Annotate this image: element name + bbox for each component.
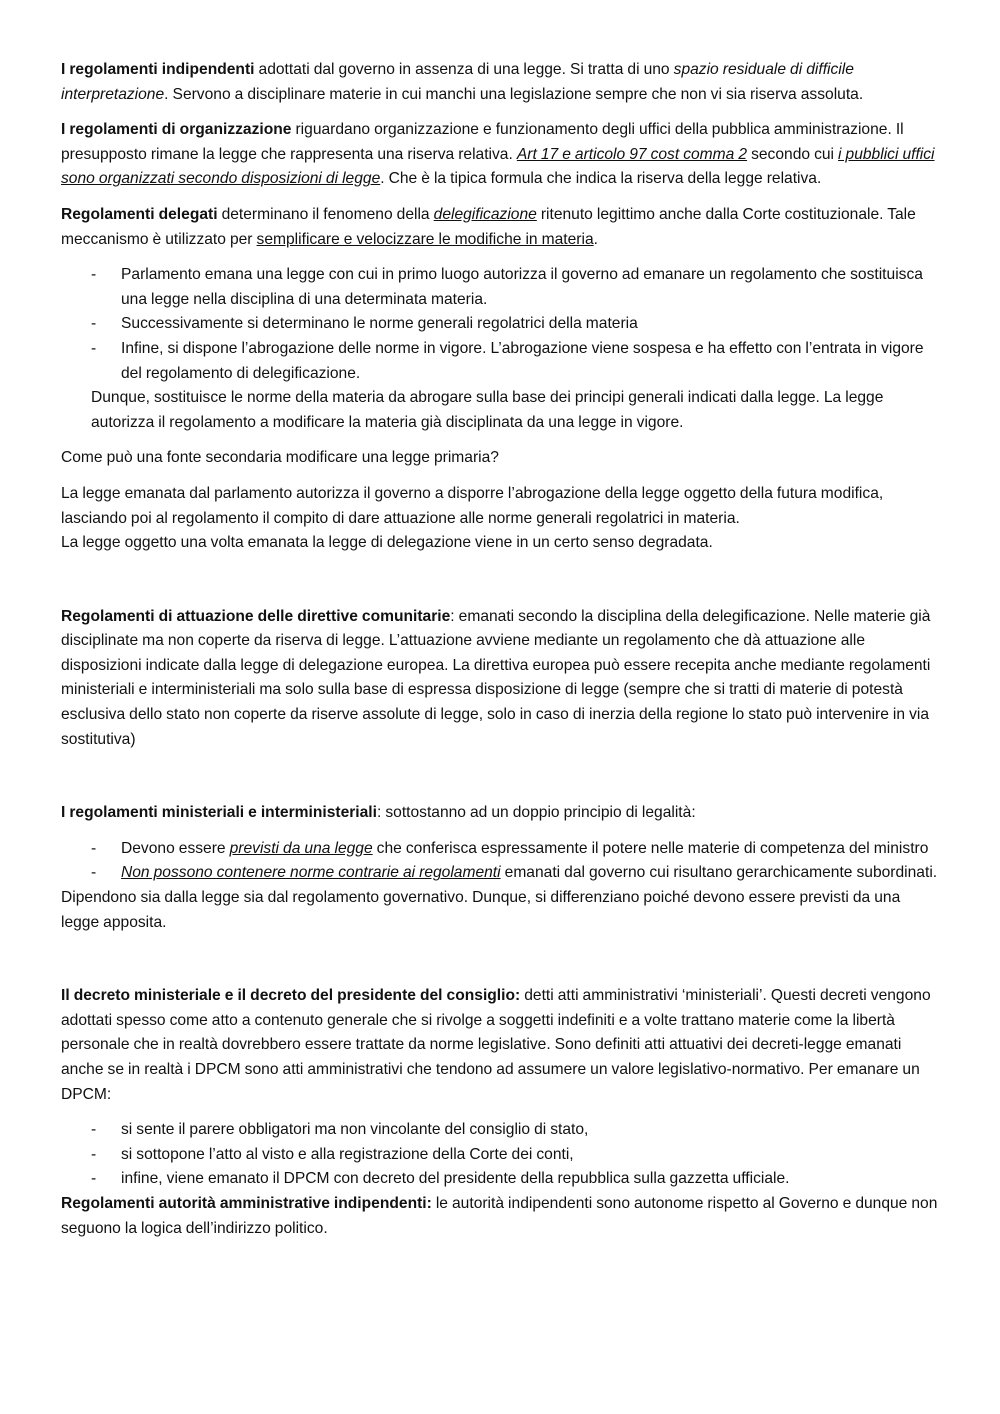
list-follow-up-paragraph: Dunque, sostituisce le norme della materia da abrogare sulla base dei principi generali indicati dalla legge. La legge autorizza il regolamento a modificare la materia già disciplinata da una legge in vigore. [91,389,884,431]
paragraph-decreto-ministeriale [61,984,940,1107]
underlined-italic-text: i pubblici uffici sono organizzati secondo disposizioni di legge [61,145,935,188]
heading-autorita-indipendenti: Regolamenti autorità amministrative indipendenti: [61,1194,432,1212]
legalita-list [61,837,940,886]
underlined-italic-text: previsti da una legge [229,839,373,857]
heading-regolamenti-organizzazione: I regolamenti di organizzazione [61,121,292,139]
list-item: - si sottopone l’atto al visto e alla registrazione della Corte dei conti, [61,1143,940,1168]
heading-regolamenti-indipendenti: I regolamenti indipendenti [61,61,255,78]
text: determinano il fenomeno della [217,205,434,223]
text: . [593,230,598,248]
heading-decreto-ministeriale: Il decreto ministeriale e il decreto del presidente del consiglio: [61,987,521,1005]
answer-paragraph [61,482,940,556]
heading-regolamenti-delegati: Regolamenti delegati [61,205,218,223]
text: detti atti amministrativi ‘ministeriali’. Questi decreti vengono adottati spesso come atto a contenuto generale che si rivolge a soggetti indefiniti e a volte trattano materie come la libertà personale che in realtà dovrebbero essere trattate da norme legislative. Sono definiti atti attuativi dei decreti-legge emanati anche se in realtà i DPCM sono atti amministrativi che tendono ad assumere un valore legislativo-normativo. Per emanare un DPCM: [61,987,931,1103]
list-item: - si sente il parere obbligatori ma non vincolante del consiglio di stato, [61,1118,940,1143]
paragraph-dipendono: Dipendono sia dalla legge sia dal regolamento governativo. Dunque, si differenziano poiché devono essere previsti da una legge apposita. [61,889,901,931]
italic-text: spazio residuale di difficile interpretazione [61,61,854,103]
paragraph-regolamenti-ministeriali [61,801,940,826]
list-item: - infine, viene emanato il DPCM con decreto del presidente della repubblica sulla gazzetta ufficiale. [61,1167,940,1192]
paragraph-regolamenti-indipendenti [61,58,940,107]
paragraph-regolamenti-organizzazione [61,118,940,192]
text: che conferisca espressamente il potere nelle materie di competenza del ministro [372,839,929,857]
heading-regolamenti-ministeriali: I regolamenti ministeriali e interministeriali [61,804,377,822]
text: La legge emanata dal parlamento autorizza il governo a disporre l’abrogazione della legge oggetto della futura modifica, lasciando poi al regolamento il compito di dare attuazione alle norme generali regolatrici in materia. [61,484,884,527]
list-item: - Successivamente si determinano le norme generali regolatrici della materia [61,312,940,337]
text: adottati dal governo in assenza di una legge. Si tratta di uno [254,61,674,78]
text: le autorità indipendenti sono autonome rispetto al Governo e dunque non seguono la logica dell’indirizzo politico. [61,1194,938,1237]
text: ritenuto legittimo anche dalla Corte costituzionale. Tale meccanismo è utilizzato per [61,205,916,248]
text: La legge oggetto una volta emanata la legge di delegazione viene in un certo senso degradata. [61,534,713,552]
delegificazione-steps-list [61,263,940,386]
text: secondo cui [747,145,839,163]
underlined-italic-text: Non possono contenere norme contrarie ai regolamenti [121,864,501,882]
text: . Servono a disciplinare materie in cui manchi una legislazione sempre che non vi sia riserva assoluta. [164,85,864,103]
underlined-italic-text: Art 17 e articolo 97 cost comma 2 [516,145,748,163]
underlined-text: semplificare e velocizzare le modifiche in materia [256,230,594,248]
text: : emanati secondo la disciplina della delegificazione. Nelle materie già disciplinate ma non coperte da riserva di legge. L’attuazione avviene mediante un regolamento che dà attuazione alle disposizioni indicate dalla legge di delegazione europea. La direttiva europea può essere recepita anche mediante regolamenti ministeriali e interministeriali ma solo sulla base di espressa disposizione di legge (sempre che si tratti di materie di potestà esclusiva dello stato non coperte da riserve assolute di legge, solo in caso di inerzia della regione lo stato può intervenire in via sostitutiva) [61,607,931,748]
question-paragraph: Come può una fonte secondaria modificare una legge primaria? [61,449,499,467]
text: riguardano organizzazione e funzionamento degli uffici della pubblica amministrazione. Il presupposto rimane la legge che rappresenta una riserva relativa. [61,121,904,163]
paragraph-regolamenti-delegati [61,203,940,252]
list-item: - Infine, si dispone l’abrogazione delle norme in vigore. L’abrogazione viene sospesa e ha effetto con l’entrata in vigore del regolamento di delegificazione. [61,337,940,386]
text: emanati dal governo cui risultano gerarchicamente subordinati. [500,864,938,882]
text: Devono essere [121,839,230,857]
list-item [61,861,940,886]
list-item: - Parlamento emana una legge con cui in primo luogo autorizza il governo ad emanare un regolamento che sostituisca una legge nella disciplina di una determinata materia. [61,263,940,312]
underlined-italic-text: delegificazione [433,205,537,223]
heading-direttive-comunitarie: Regolamenti di attuazione delle direttive comunitarie [61,607,451,625]
text: . Che è la tipica formula che indica la riserva della legge relativa. [380,170,822,188]
text: : sottostanno ad un doppio principio di legalità: [376,804,696,822]
dpcm-steps-list [61,1118,940,1192]
paragraph-direttive-comunitarie [61,605,940,753]
list-item [61,837,940,862]
paragraph-autorita-indipendenti [61,1192,940,1241]
